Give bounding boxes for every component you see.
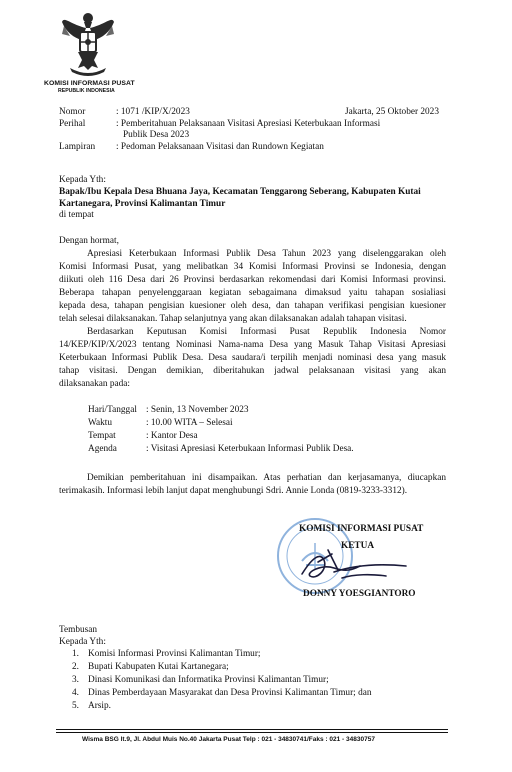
schedule-value: : Kantor Desa — [146, 431, 198, 441]
paragraph-1-line: Beberapa tahapan penyelenggaraan kegiatan sebagaimana dimaksud yaitu tahapan sosialiasi — [59, 288, 446, 298]
paragraph-1-line: kepada desa, tahapan pengisian kuesioner oleh desa, dan tahapan verifikasi pengisian kuesioner — [59, 301, 446, 311]
signature-title: KETUA — [341, 541, 375, 551]
tembusan-item: Dinas Pemberdayaan Masyarakat dan Desa Provinsi Kalimantan Timur; dan — [88, 688, 372, 698]
perihal-label: Perihal — [59, 119, 86, 129]
tembusan-item-number: 2. — [72, 662, 79, 672]
recipient-greeting: Kepada Yth: — [59, 175, 106, 185]
schedule-value: : Visitasi Apresiasi Keterbukaan Informasi Publik Desa. — [146, 444, 354, 454]
garuda-emblem — [60, 8, 116, 78]
lampiran-value: : Pedoman Pelaksanaan Visitasi dan Rundown Kegiatan — [116, 142, 324, 152]
paragraph-2-line: Berdasarkan Keputusan Komisi Informasi Pusat Republik Indonesia Nomor — [87, 327, 446, 337]
tembusan-item-number: 4. — [72, 688, 79, 698]
paragraph-2-line: tahap visitasi. Dengan demikian, diberitahukan jadwal pelaksanaan visitasi yang akan — [59, 366, 446, 376]
letterhead-org-name: KOMISI INFORMASI PUSAT — [44, 80, 135, 87]
paragraph-2-line: 14/KEP/KIP/X/2023 tentang Nominasi Nama-nama Desa yang Masuk Tahap Visitasi Apresiasi — [59, 340, 446, 350]
footer-rule-thin — [56, 732, 448, 733]
paragraph-1-line: Komisi Informasi Pusat, yang melibatkan 34 Komisi Informasi Provinsi se Indonesia, dengan — [59, 262, 446, 272]
nomor-label: Nomor — [59, 107, 86, 117]
tembusan-item: Dinasi Komunikasi dan Informatika Provinsi Kalimantan Timur; — [88, 675, 329, 685]
tembusan-item: Arsip. — [88, 701, 111, 711]
salutation: Dengan hormat, — [59, 236, 119, 246]
closing-line: terimakasih. Informasi lebih lanjut dapat menghubungi Sdri. Annie Londa (0819-3233-3312). — [59, 486, 408, 496]
lampiran-label: Lampiran — [59, 142, 96, 152]
schedule-label: Tempat — [88, 431, 116, 441]
recipient-line1: Bapak/Ibu Kepala Desa Bhuana Jaya, Kecamatan Tenggarong Seberang, Kabupaten Kutai — [59, 187, 421, 197]
letterhead-country: REPUBLIK INDONESIA — [58, 88, 115, 94]
perihal-line1: : Pemberitahuan Pelaksanaan Visitasi Apresiasi Keterbukaan Informasi — [116, 119, 381, 129]
paragraph-1-line: Apresiasi Keterbukaan Informasi Publik Desa Tahun 2023 yang diselenggarakan oleh — [87, 249, 446, 259]
footer-rule — [56, 729, 448, 730]
schedule-label: Agenda — [88, 444, 117, 454]
schedule-label: Hari/Tanggal — [88, 405, 137, 415]
perihal-line2: Publik Desa 2023 — [123, 130, 190, 140]
paragraph-2-line: dilaksanakan pada: — [59, 379, 130, 389]
paragraph-1-line: diikuti oleh 116 Desa dari 26 Provinsi berdasarkan rekomendasi dari Komisi Informasi provinsi. — [59, 275, 446, 285]
signature-name: DONNY YOESGIANTORO — [303, 589, 416, 599]
schedule-label: Waktu — [88, 418, 113, 428]
schedule-value: : Senin, 13 November 2023 — [146, 405, 249, 415]
recipient-place: di tempat — [59, 210, 94, 220]
recipient-line2: Kartanegara, Provinsi Kalimantan Timur — [59, 199, 226, 209]
tembusan-item-number: 1. — [72, 649, 79, 659]
tembusan-item: Komisi Informasi Provinsi Kalimantan Timur; — [88, 649, 261, 659]
tembusan-to: Kepada Yth: — [59, 637, 106, 647]
closing-line: Demikian pemberitahuan ini disampaikan. Atas perhatian dan kerjasamanya, diucapkan — [87, 473, 446, 483]
nomor-value: : 1071 /KIP/X/2023 — [116, 107, 190, 117]
tembusan-item-number: 3. — [72, 675, 79, 685]
paragraph-2-line: Keterbukaan Informasi Publik Desa. Desa saudara/i terpilih menjadi nominasi desa yang masuk — [59, 353, 446, 363]
signature-org: KOMISI INFORMASI PUSAT — [299, 524, 424, 534]
schedule-value: : 10.00 WITA – Selesai — [146, 418, 233, 428]
tembusan-heading: Tembusan — [59, 625, 98, 635]
tembusan-item: Bupati Kabupaten Kutai Kartanegara; — [88, 662, 229, 672]
footer-address: Wisma BSG lt.9, Jl. Abdul Muis No.40 Jakarta Pusat Telp : 021 - 34830741/Faks : 021 - 34830757 — [82, 736, 375, 743]
letter-date: Jakarta, 25 Oktober 2023 — [345, 107, 439, 117]
tembusan-item-number: 5. — [72, 701, 79, 711]
paragraph-1-line: telah selesai dilaksanakan. Tahap selanjutnya yang akan dilaksanakan adalah tahapan visitasi. — [59, 314, 407, 324]
